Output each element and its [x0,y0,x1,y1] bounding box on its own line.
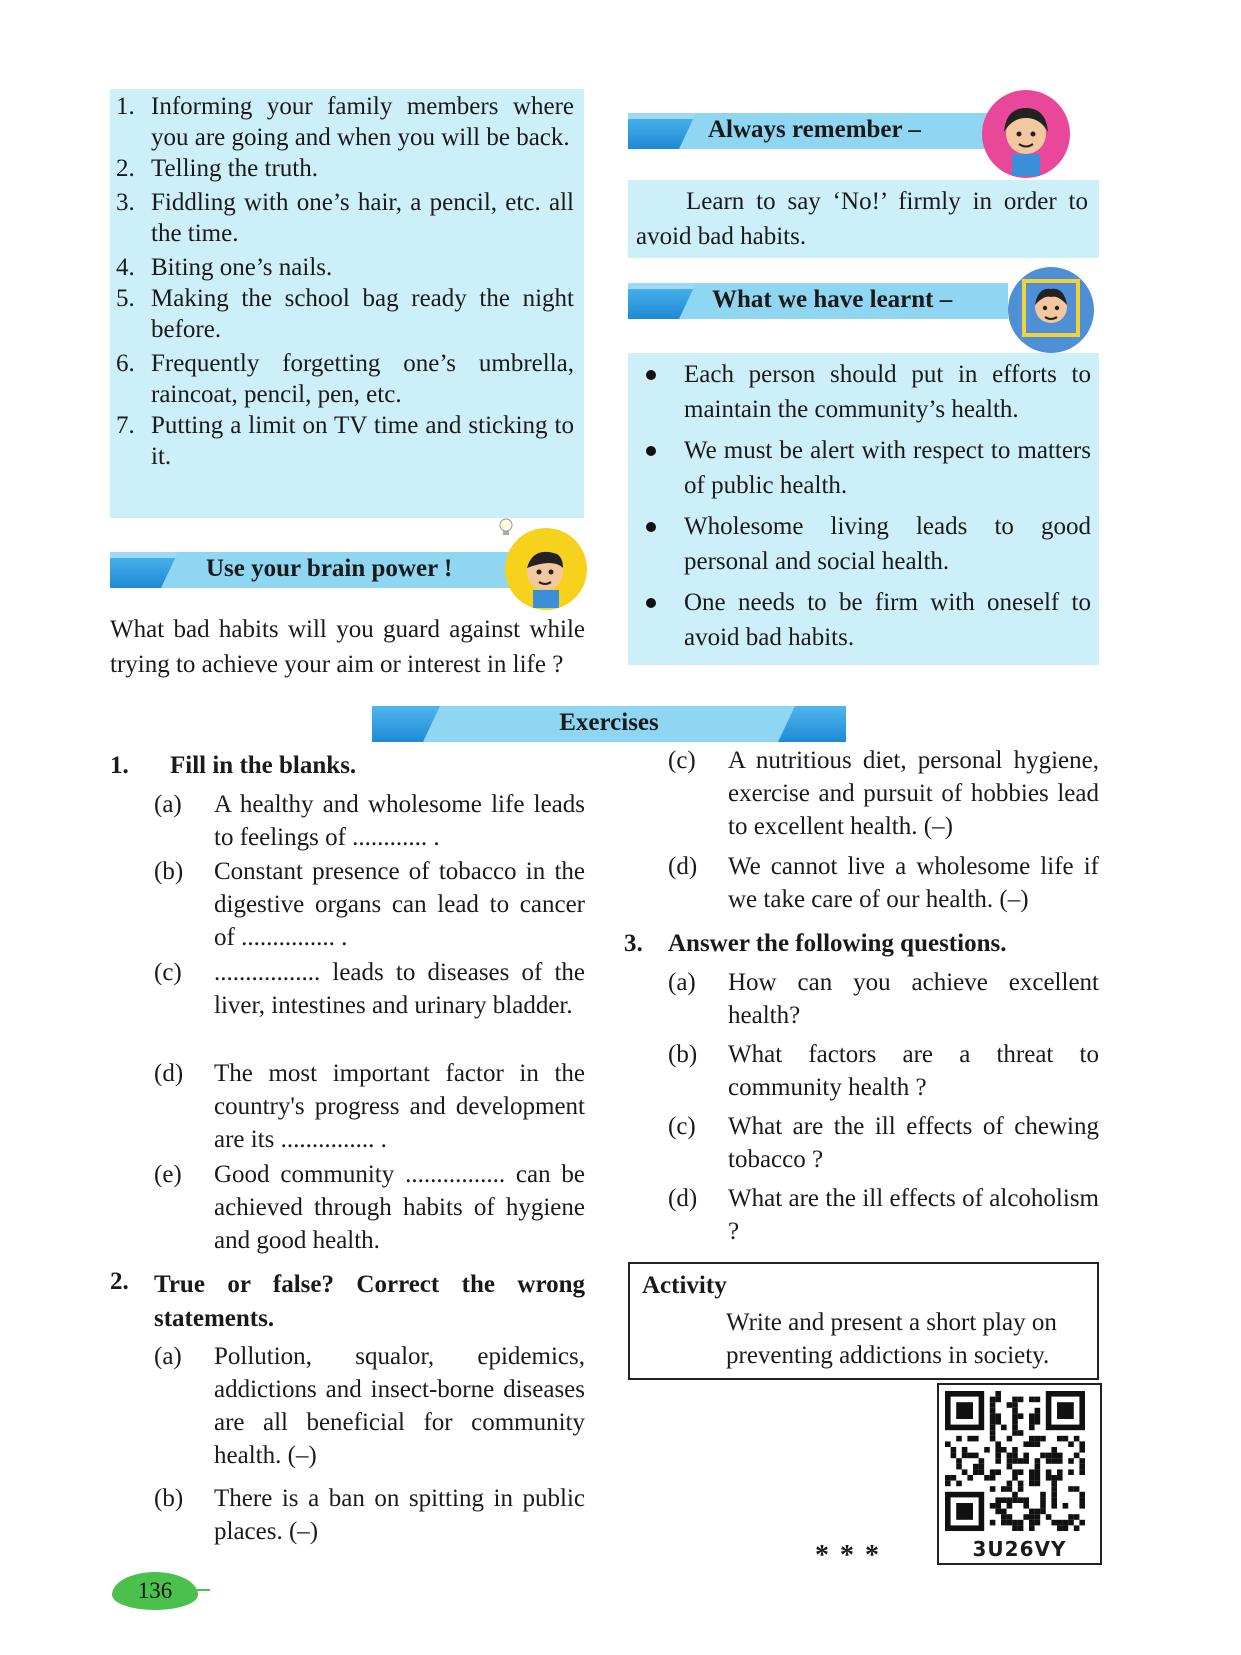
list-item [116,187,574,249]
list-number: 5. [116,285,135,312]
list-text: Frequently forgetting one’s umbrella, raincoat, pencil, pen, etc. [151,350,574,408]
item-text: How can you achieve excellent health? [728,969,1099,1029]
item-label: (a) [154,1343,182,1370]
exercise-item [668,1038,1099,1108]
girl-icon [982,90,1070,178]
list-item: We must be alert with respect to matters of public health. [636,433,1091,503]
exercises-title: Exercises [559,709,659,736]
item-label: (d) [668,1185,698,1212]
list-number: 4. [116,254,135,281]
list-item [116,252,574,283]
item-text: What factors are a threat to community health ? [728,1041,1099,1101]
exercise-item [154,1340,585,1474]
qr-code[interactable] [937,1383,1102,1565]
question-heading: Fill in the blanks. [170,752,357,779]
list-text: Telling the truth. [151,155,318,182]
what-we-learnt-banner [628,283,1008,319]
always-remember-title: Always remember – [708,116,921,143]
question-number: 3. [624,930,643,957]
qr-code-label: 3U26VY [972,1537,1067,1561]
list-text: Biting one’s nails. [151,254,333,281]
list-text: Making the school bag ready the night before. [151,285,574,343]
exercise-item [154,1482,585,1552]
list-item: Wholesome living leads to good personal and social health. [636,509,1091,579]
exercises-banner [372,706,846,742]
item-label: (e) [154,1161,182,1188]
list-item [116,91,574,153]
thinking-boy-icon [505,528,587,610]
always-remember-box [628,180,1099,258]
list-item [116,348,574,410]
item-label: (b) [154,858,184,885]
exercise-item [154,1057,585,1157]
item-label: (c) [668,1113,696,1140]
list-item [116,410,574,472]
item-text: The most important factor in the country's progress and development are its ............... . [214,1060,585,1153]
page-number-leaf [112,1572,198,1610]
idea-bulb-icon [494,515,518,539]
what-we-learnt-title: What we have learnt – [712,286,953,313]
list-item [116,283,574,345]
list-number: 3. [116,189,135,216]
banner-tab [628,113,696,149]
question-number: 1. [110,752,129,779]
item-text: There is a ban on spitting in public places. (–) [214,1485,585,1545]
list-item: One needs to be firm with oneself to avoid bad habits. [636,585,1091,655]
exercise-item [668,966,1099,1036]
learnt-list [636,357,1091,661]
question-heading: True or false? Correct the wrong statements. [154,1271,585,1332]
what-we-learnt-box [628,353,1099,665]
item-text: Good community ................ can be achieved through habits of hygiene and good health. [214,1161,585,1254]
activity-title: Activity [642,1272,727,1299]
item-label: (d) [154,1060,184,1087]
item-label: (a) [668,969,696,996]
item-label: (a) [154,791,182,818]
exercise-item [154,956,585,1056]
exercise-item [668,1182,1099,1252]
item-text: What are the ill effects of alcoholism ? [728,1185,1099,1245]
item-text: Pollution, squalor, epidemics, addictions and insect-borne diseases are all beneficial for community health. (–) [214,1343,585,1469]
leaf-stem [196,1589,210,1591]
list-text: Informing your family members where you are going and when you will be back. [151,93,574,151]
item-text: Constant presence of tobacco in the digestive organs can lead to cancer of ............... . [214,858,585,951]
item-label: (b) [154,1485,184,1512]
list-number: 7. [116,412,135,439]
qr-code-icon [945,1391,1095,1535]
item-label: (b) [668,1041,698,1068]
always-remember-banner [628,113,990,149]
list-text: Putting a limit on TV time and sticking to it. [151,412,574,470]
exercise-item [668,1110,1099,1180]
exercise-item [668,850,1099,920]
activity-text: Write and present a short play on preventing addictions in society. [726,1309,1057,1369]
habits-list-box [110,89,584,518]
brain-power-banner [110,552,510,588]
banner-tab [628,283,696,319]
exercise-item [154,788,585,858]
item-text: We cannot live a wholesome life if we take care of our health. (–) [728,853,1099,913]
activity-box [628,1262,1099,1380]
list-item [116,153,574,184]
item-text: A nutritious diet, personal hygiene, exercise and pursuit of hobbies lead to excellent health. (–) [728,747,1099,840]
always-remember-text: Learn to say ‘No!’ firmly in order to avoid bad habits. [636,188,1088,250]
exercise-item [154,1158,585,1258]
page-number: 136 [137,1578,173,1603]
item-label: (c) [154,959,182,986]
brain-power-title: Use your brain power ! [206,555,453,582]
list-number: 2. [116,155,135,182]
item-text: A healthy and wholesome life leads to feelings of ............ . [214,791,585,851]
item-text: What are the ill effects of chewing tobacco ? [728,1113,1099,1173]
list-text: Fiddling with one’s hair, a pencil, etc. all the time. [151,189,574,247]
child-with-frame-icon [1008,267,1094,353]
item-label: (c) [668,747,696,774]
exercise-item [154,855,585,955]
question-heading: Answer the following questions. [668,930,1007,957]
end-mark: * * * [815,1540,881,1571]
banner-tab [110,552,178,588]
list-item: Each person should put in efforts to maintain the community’s health. [636,357,1091,427]
item-text: ................. leads to diseases of the liver, intestines and urinary bladder. [214,959,585,1019]
item-label: (d) [668,853,698,880]
list-number: 1. [116,93,135,120]
brain-power-question: What bad habits will you guard against while trying to achieve your aim or interest in life ? [110,616,585,678]
habits-list [110,89,584,472]
exercise-item [668,744,1099,844]
question-number: 2. [110,1268,129,1295]
list-number: 6. [116,350,135,377]
